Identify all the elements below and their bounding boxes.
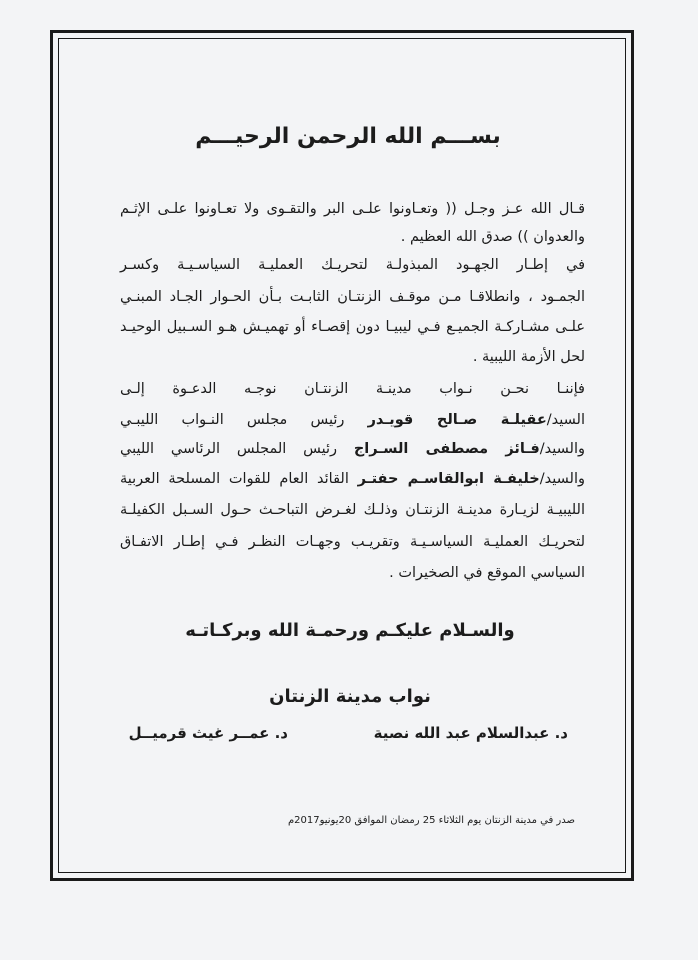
invitation-line-7: السياسي الموقع في الصخيرات . (389, 565, 585, 581)
invitee-3-title: القائد العام للقوات المسلحة العربية (120, 471, 349, 487)
invitee-2-prefix: والسيد/ (539, 441, 586, 457)
paragraph1-line-2: الجمـود ، وانطلاقـا مـن موقـف الزنتـان الثابـت بـأن الحـوار الجـاد المبنـي (120, 289, 585, 305)
invitation-intro: فإننـا نحـن نـواب مدينـة الزنتـان نوجـه الدعـوة إلـى (120, 381, 585, 397)
verse-line-1: قـال الله عـز وجـل (( وتعـاونوا علـى البر والتقـوى ولا تعـاونوا علـى الإثـم (120, 201, 585, 217)
paragraph1-line-4: لحل الأزمة الليبية . (472, 349, 585, 365)
invitee-1-name: عقيلـة صـالح قويـدر (367, 412, 547, 428)
paragraph1-line-3: علـى مشـاركـة الجميـع فـي ليبيـا دون إقصـاء أو تهميـش هـو السـبيل الوحيـد (120, 319, 585, 335)
invitee-2-title: رئيس المجلس الرئاسي الليبي (120, 441, 338, 457)
basmala-heading: بســـم الله الرحمن الرحيـــم (195, 124, 501, 149)
invitee-2-name: فـائز مصطفى السـراج (353, 441, 540, 457)
invitee-1-line (120, 410, 585, 430)
invitation-line-5: الليبيـة لزيـارة مدينـة الزنتـان وذلـك لغـرض التباحـث حـول السـبل الكفيلـة (120, 502, 585, 518)
signer-2: د. عمــر غيث قرميــل (128, 724, 288, 742)
invitation-line-6: لتحريـك العمليـة السياسـيـة وتقريـب وجهـات النظـر فـي إطـار الاتفـاق (120, 534, 585, 550)
invitee-2-line (120, 439, 585, 459)
issued-date-line: صدر في مدينة الزنتان يوم الثلاثاء 25 رمضان الموافق 20يونيو2017م (287, 815, 575, 826)
paragraph1-line-1: في إطـار الجهـود المبذولـة لتحريـك العمليـة السياسـيـة وكسـر (120, 257, 585, 273)
invitee-3-prefix: والسيد/ (539, 471, 585, 487)
invitee-1-prefix: السيد/ (546, 412, 586, 428)
verse-line-2: والعدوان )) صدق الله العظيم . (400, 229, 585, 245)
signatures-title: نواب مدينة الزنتان (269, 686, 431, 707)
closing-greeting: والسـلام عليكـم ورحمـة الله وبركـاتـه (185, 620, 515, 641)
invitee-1-title: رئيس مجلس النـواب الليبـي (120, 412, 345, 428)
signer-1: د. عبدالسلام عبد الله نصية (373, 724, 568, 742)
invitee-3-line (120, 469, 585, 489)
invitee-3-name: خليفـة ابوالقاسـم حفتـر (357, 471, 540, 487)
